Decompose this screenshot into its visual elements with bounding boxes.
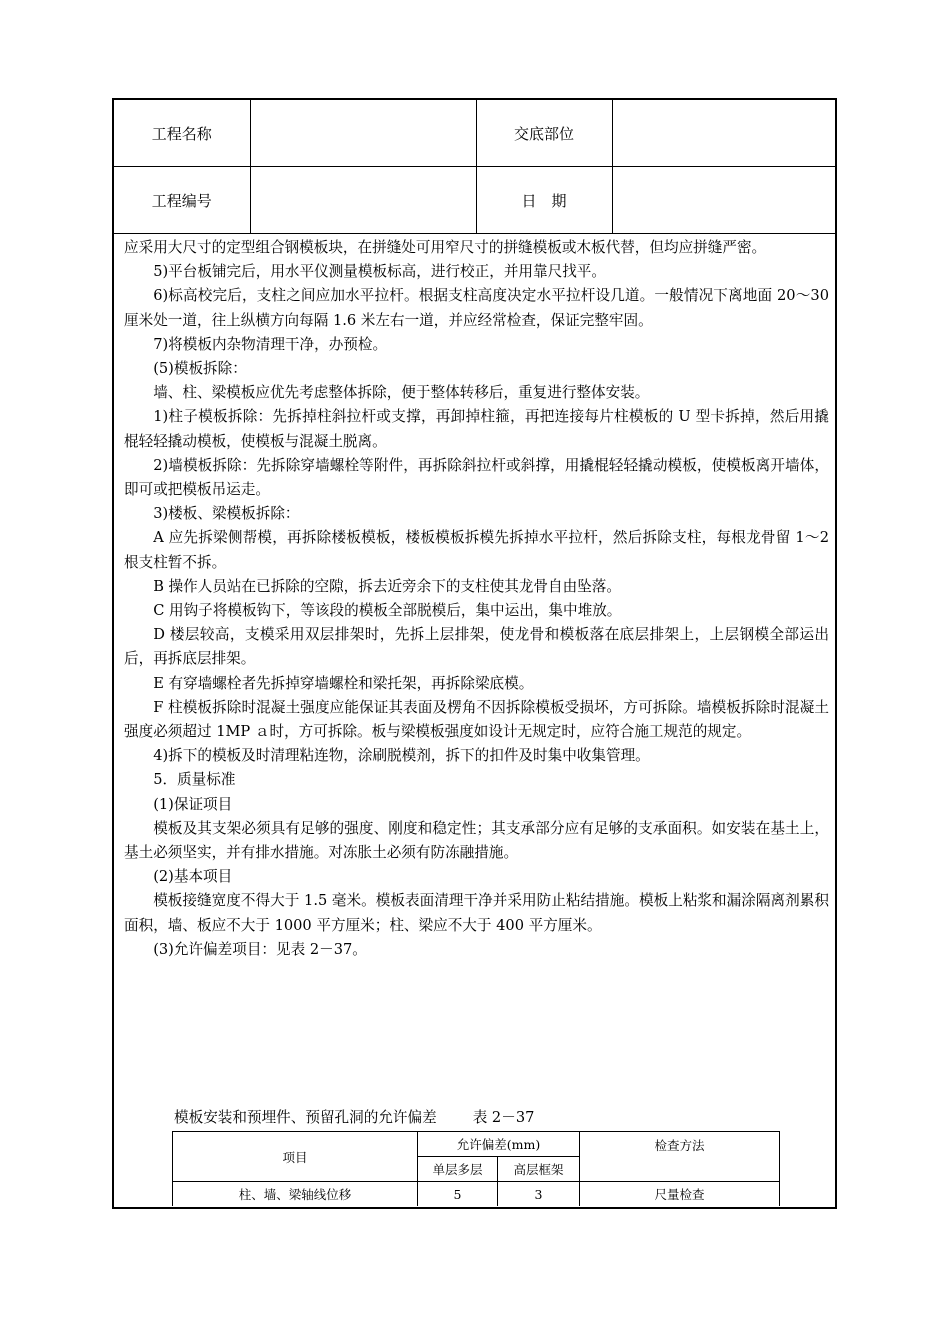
paragraph: 墙、柱、梁模板应优先考虑整体拆除，便于整体转移后，重复进行整体安装。: [153, 384, 650, 402]
paragraph: A 应先拆梁侧帮模，再拆除楼板模板，楼板模板拆模先拆掉水平拉杆，然后拆除支柱，每根龙骨留 1～2 根支柱暂不拆。: [124, 529, 829, 571]
paragraph: (3)允许偏差项目：见表 2－37。: [153, 940, 367, 958]
header-table: [114, 100, 835, 234]
col-single-header: 单层多层: [418, 1157, 498, 1182]
col-deviation-header: 允许偏差(mm): [418, 1132, 580, 1157]
paragraph: 6)标高校完后，支柱之间应加水平拉杆。根据支柱高度决定水平拉杆设几道。一般情况下离地面 20～30 厘米处一道，往上纵横方向每隔 1.6 米左右一道，并应经常检查，保证完整牢固。: [124, 287, 829, 329]
table-number: 表 2－37: [472, 1109, 535, 1126]
table-row: [173, 1182, 780, 1207]
table-caption-title: 模板安装和预埋件、预留孔洞的允许偏差: [174, 1109, 437, 1126]
row-high: 3: [498, 1182, 580, 1207]
paragraph: (5)模板拆除：: [153, 360, 247, 378]
paragraph: 模板及其支架必须具有足够的强度、刚度和稳定性；其支承部分应有足够的支承面积。如安装在基土上，基土必须坚实，并有排水措施。对冻胀土必须有防冻融措施。: [124, 819, 829, 862]
table-caption: [174, 1106, 534, 1127]
disclosure-part-value: [612, 100, 835, 167]
disclosure-part-label: 交底部位: [476, 100, 612, 167]
col-method-header: 检查方法: [580, 1132, 780, 1182]
project-name-value: [250, 100, 476, 167]
paragraph: (2)基本项目: [153, 868, 233, 886]
col-high-header: 高层框架: [498, 1157, 580, 1182]
paragraph: 7)将模板内杂物清理干净，办预检。: [153, 335, 388, 353]
project-number-label: 工程编号: [114, 167, 250, 234]
paragraph: 应采用大尺寸的定型组合钢模板块，在拼缝处可用窄尺寸的拼缝模板或木板代替，但均应拼缝严密。: [124, 239, 767, 256]
paragraph: B 操作人员站在已拆除的空隙，拆去近旁余下的支柱使其龙骨自由坠落。: [153, 577, 621, 595]
paragraph: 5)平台板铺完后，用水平仪测量模板标高，进行校正，并用靠尺找平。: [153, 263, 606, 281]
deviation-table: [172, 1131, 780, 1206]
paragraph: 3)楼板、梁模板拆除：: [153, 505, 300, 523]
row-single: 5: [418, 1182, 498, 1207]
date-label: 日 期: [476, 167, 612, 234]
project-name-label: 工程名称: [114, 100, 250, 167]
paragraph: 1)柱子模板拆除：先拆掉柱斜拉杆或支撑，再卸掉柱箍，再把连接每片柱模板的 U 型卡拆掉，然后用撬棍轻轻撬动模板，使模板与混凝土脱离。: [124, 408, 829, 450]
project-number-value: [250, 167, 476, 234]
row-item: 柱、墙、梁轴线位移: [173, 1182, 418, 1207]
row-method: 尺量检查: [580, 1182, 780, 1207]
paragraph: E 有穿墙螺栓者先拆掉穿墙螺栓和梁托架，再拆除梁底模。: [153, 674, 534, 692]
paragraph: 5．质量标准: [153, 771, 236, 789]
paragraph: 4)拆下的模板及时清理粘连物，涂刷脱模剂，拆下的扣件及时集中收集管理。: [153, 747, 650, 765]
paragraph: C 用钩子将模板钩下，等该段的模板全部脱模后，集中运出，集中堆放。: [153, 602, 622, 620]
paragraph: 2)墙模板拆除：先拆除穿墙螺栓等附件，再拆除斜拉杆或斜撑，用撬棍轻轻撬动模板，使模板离开墙体，即可或把模板吊运走。: [124, 456, 829, 499]
body-text: [124, 236, 829, 962]
date-value: [612, 167, 835, 234]
document-frame: [112, 98, 837, 1209]
paragraph: D 楼层较高，支模采用双层排架时，先拆上层排架，使龙骨和模板落在底层排架上，上层钢模全部运出后，再拆底层排架。: [124, 626, 829, 668]
paragraph: (1)保证项目: [153, 795, 233, 813]
paragraph: 模板接缝宽度不得大于 1.5 毫米。模板表面清理干净并采用防止粘结措施。模板上粘浆和漏涂隔离剂累积面积，墙、板应不大于 1000 平方厘米；柱、梁应不大于 400 平方厘米。: [124, 892, 829, 934]
col-item-header: 项目: [173, 1132, 418, 1182]
paragraph: F 柱模板拆除时混凝土强度应能保证其表面及楞角不因拆除模板受损坏，方可拆除。墙模板拆除时混凝土强度必须超过 1MP ａ时，方可拆除。板与梁模板强度如设计无规定时，应符合施工规范的规定。: [124, 698, 829, 741]
